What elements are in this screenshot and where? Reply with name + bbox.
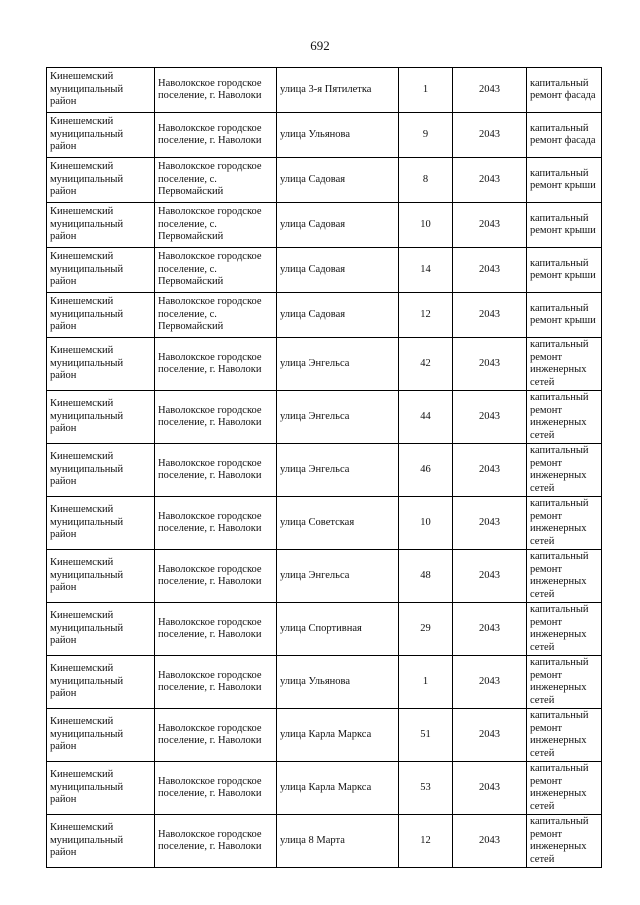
year-cell: 2043 bbox=[453, 815, 527, 868]
house-number-cell: 1 bbox=[399, 68, 453, 113]
work-type-cell: капитальный ремонт инженерных сетей bbox=[527, 762, 602, 815]
settlement-cell: Наволокское городское поселение, г. Наволоки bbox=[155, 603, 277, 656]
street-cell: улица Садовая bbox=[277, 293, 399, 338]
district-cell: Кинешемский муниципальный район bbox=[47, 68, 155, 113]
work-type-cell: капитальный ремонт инженерных сетей bbox=[527, 550, 602, 603]
work-type-cell: капитальный ремонт крыши bbox=[527, 248, 602, 293]
work-type-cell: капитальный ремонт фасада bbox=[527, 113, 602, 158]
district-cell: Кинешемский муниципальный район bbox=[47, 709, 155, 762]
house-number-cell: 42 bbox=[399, 338, 453, 391]
work-type-cell: капитальный ремонт крыши bbox=[527, 293, 602, 338]
settlement-cell: Наволокское городское поселение, г. Наволоки bbox=[155, 762, 277, 815]
year-cell: 2043 bbox=[453, 603, 527, 656]
street-cell: улица Карла Маркса bbox=[277, 709, 399, 762]
table-row bbox=[47, 248, 602, 293]
street-cell: улица Энгельса bbox=[277, 391, 399, 444]
table-row bbox=[47, 68, 602, 113]
district-cell: Кинешемский муниципальный район bbox=[47, 203, 155, 248]
district-cell: Кинешемский муниципальный район bbox=[47, 550, 155, 603]
table-row bbox=[47, 203, 602, 248]
house-number-cell: 51 bbox=[399, 709, 453, 762]
street-cell: улица Карла Маркса bbox=[277, 762, 399, 815]
year-cell: 2043 bbox=[453, 656, 527, 709]
work-type-cell: капитальный ремонт инженерных сетей bbox=[527, 709, 602, 762]
year-cell: 2043 bbox=[453, 762, 527, 815]
year-cell: 2043 bbox=[453, 68, 527, 113]
street-cell: улица Советская bbox=[277, 497, 399, 550]
settlement-cell: Наволокское городское поселение, г. Наволоки bbox=[155, 338, 277, 391]
settlement-cell: Наволокское городское поселение, г. Наволоки bbox=[155, 68, 277, 113]
house-number-cell: 48 bbox=[399, 550, 453, 603]
house-number-cell: 53 bbox=[399, 762, 453, 815]
table-row bbox=[47, 550, 602, 603]
district-cell: Кинешемский муниципальный район bbox=[47, 158, 155, 203]
year-cell: 2043 bbox=[453, 338, 527, 391]
settlement-cell: Наволокское городское поселение, с. Первомайский bbox=[155, 293, 277, 338]
street-cell: улица 8 Марта bbox=[277, 815, 399, 868]
work-type-cell: капитальный ремонт инженерных сетей bbox=[527, 338, 602, 391]
settlement-cell: Наволокское городское поселение, г. Наволоки bbox=[155, 550, 277, 603]
district-cell: Кинешемский муниципальный район bbox=[47, 248, 155, 293]
work-type-cell: капитальный ремонт инженерных сетей bbox=[527, 391, 602, 444]
settlement-cell: Наволокское городское поселение, с. Первомайский bbox=[155, 248, 277, 293]
year-cell: 2043 bbox=[453, 391, 527, 444]
house-number-cell: 44 bbox=[399, 391, 453, 444]
year-cell: 2043 bbox=[453, 203, 527, 248]
work-type-cell: капитальный ремонт инженерных сетей bbox=[527, 444, 602, 497]
district-cell: Кинешемский муниципальный район bbox=[47, 815, 155, 868]
settlement-cell: Наволокское городское поселение, с. Первомайский bbox=[155, 203, 277, 248]
street-cell: улица Энгельса bbox=[277, 444, 399, 497]
settlement-cell: Наволокское городское поселение, с. Первомайский bbox=[155, 158, 277, 203]
year-cell: 2043 bbox=[453, 113, 527, 158]
street-cell: улица Ульянова bbox=[277, 113, 399, 158]
house-number-cell: 8 bbox=[399, 158, 453, 203]
settlement-cell: Наволокское городское поселение, г. Наволоки bbox=[155, 815, 277, 868]
page-number: 692 bbox=[310, 38, 330, 53]
street-cell: улица Ульянова bbox=[277, 656, 399, 709]
house-number-cell: 1 bbox=[399, 656, 453, 709]
work-type-cell: капитальный ремонт инженерных сетей bbox=[527, 497, 602, 550]
house-number-cell: 14 bbox=[399, 248, 453, 293]
table-row bbox=[47, 338, 602, 391]
street-cell: улица Энгельса bbox=[277, 550, 399, 603]
settlement-cell: Наволокское городское поселение, г. Наволоки bbox=[155, 656, 277, 709]
settlement-cell: Наволокское городское поселение, г. Наволоки bbox=[155, 113, 277, 158]
street-cell: улица Садовая bbox=[277, 203, 399, 248]
district-cell: Кинешемский муниципальный район bbox=[47, 762, 155, 815]
street-cell: улица Энгельса bbox=[277, 338, 399, 391]
street-cell: улица Садовая bbox=[277, 248, 399, 293]
district-cell: Кинешемский муниципальный район bbox=[47, 293, 155, 338]
district-cell: Кинешемский муниципальный район bbox=[47, 444, 155, 497]
table-row bbox=[47, 815, 602, 868]
settlement-cell: Наволокское городское поселение, г. Наволоки bbox=[155, 444, 277, 497]
settlement-cell: Наволокское городское поселение, г. Наволоки bbox=[155, 497, 277, 550]
repair-schedule-table bbox=[46, 67, 602, 868]
house-number-cell: 10 bbox=[399, 497, 453, 550]
work-type-cell: капитальный ремонт инженерных сетей bbox=[527, 656, 602, 709]
house-number-cell: 9 bbox=[399, 113, 453, 158]
house-number-cell: 10 bbox=[399, 203, 453, 248]
district-cell: Кинешемский муниципальный район bbox=[47, 656, 155, 709]
work-type-cell: капитальный ремонт крыши bbox=[527, 158, 602, 203]
table-row bbox=[47, 709, 602, 762]
year-cell: 2043 bbox=[453, 158, 527, 203]
table-row bbox=[47, 293, 602, 338]
district-cell: Кинешемский муниципальный район bbox=[47, 391, 155, 444]
year-cell: 2043 bbox=[453, 248, 527, 293]
year-cell: 2043 bbox=[453, 709, 527, 762]
table-row bbox=[47, 603, 602, 656]
work-type-cell: капитальный ремонт инженерных сетей bbox=[527, 815, 602, 868]
street-cell: улица Спортивная bbox=[277, 603, 399, 656]
year-cell: 2043 bbox=[453, 444, 527, 497]
year-cell: 2043 bbox=[453, 497, 527, 550]
work-type-cell: капитальный ремонт инженерных сетей bbox=[527, 603, 602, 656]
work-type-cell: капитальный ремонт крыши bbox=[527, 203, 602, 248]
street-cell: улица Садовая bbox=[277, 158, 399, 203]
district-cell: Кинешемский муниципальный район bbox=[47, 113, 155, 158]
table-row bbox=[47, 656, 602, 709]
district-cell: Кинешемский муниципальный район bbox=[47, 497, 155, 550]
settlement-cell: Наволокское городское поселение, г. Наволоки bbox=[155, 391, 277, 444]
table-row bbox=[47, 497, 602, 550]
table-row bbox=[47, 391, 602, 444]
house-number-cell: 46 bbox=[399, 444, 453, 497]
district-cell: Кинешемский муниципальный район bbox=[47, 338, 155, 391]
settlement-cell: Наволокское городское поселение, г. Наволоки bbox=[155, 709, 277, 762]
year-cell: 2043 bbox=[453, 293, 527, 338]
table-row bbox=[47, 762, 602, 815]
year-cell: 2043 bbox=[453, 550, 527, 603]
table-row bbox=[47, 444, 602, 497]
district-cell: Кинешемский муниципальный район bbox=[47, 603, 155, 656]
house-number-cell: 12 bbox=[399, 815, 453, 868]
house-number-cell: 29 bbox=[399, 603, 453, 656]
street-cell: улица 3-я Пятилетка bbox=[277, 68, 399, 113]
table-row bbox=[47, 113, 602, 158]
work-type-cell: капитальный ремонт фасада bbox=[527, 68, 602, 113]
table-row bbox=[47, 158, 602, 203]
house-number-cell: 12 bbox=[399, 293, 453, 338]
